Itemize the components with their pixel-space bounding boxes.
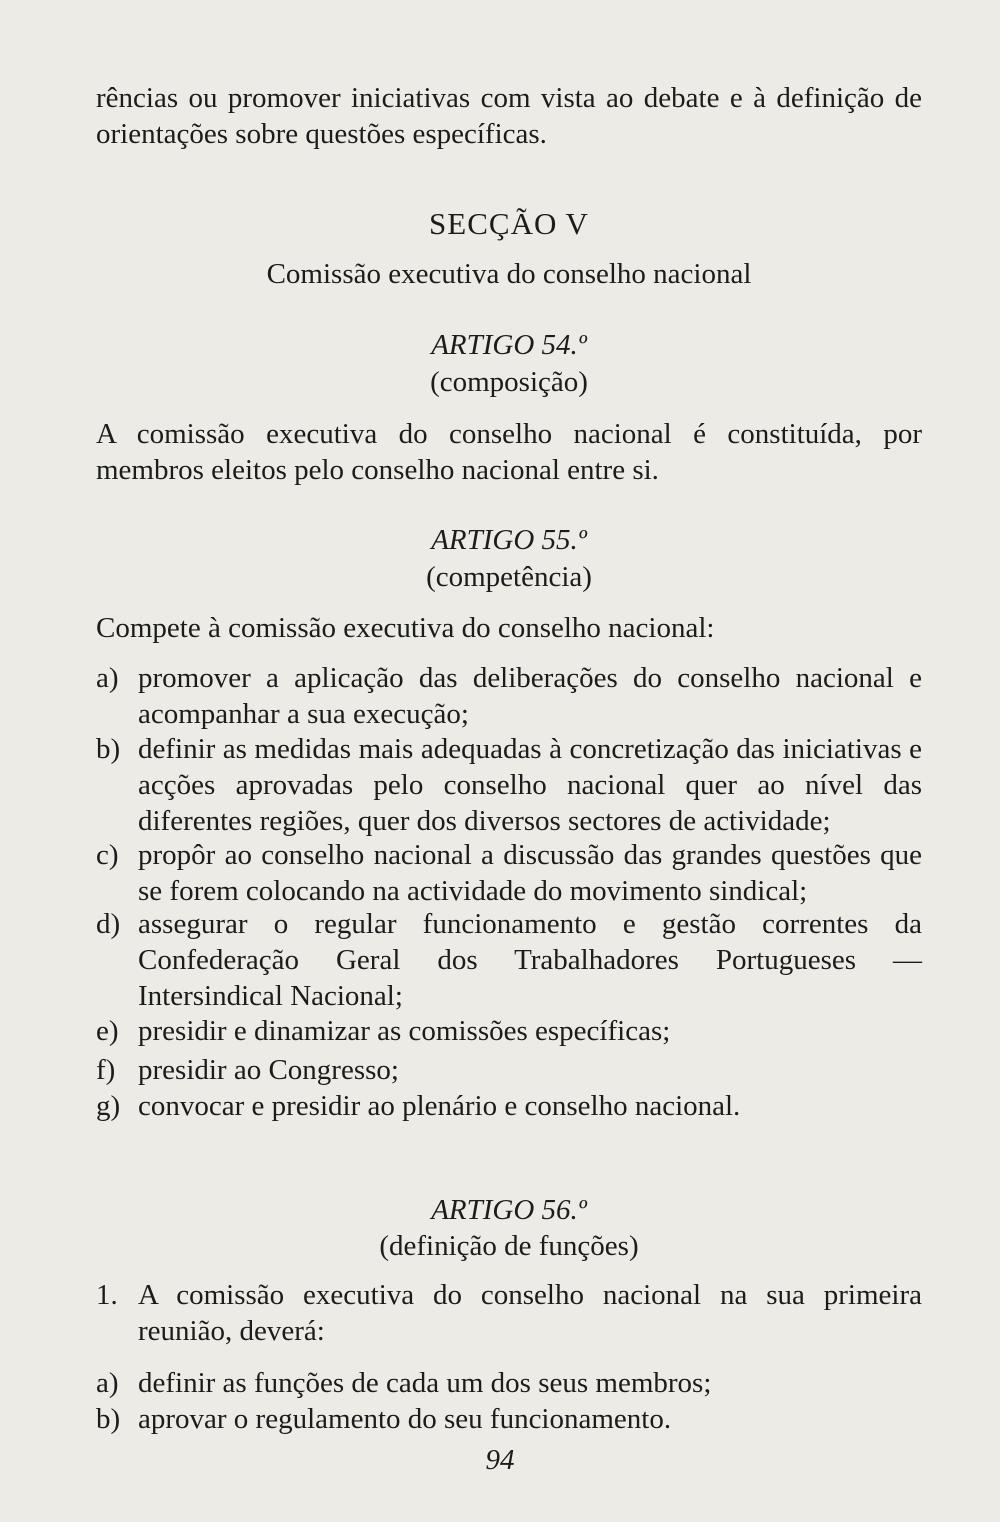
list-item bbox=[96, 1088, 922, 1124]
numbered-point-text: A comissão executiva do conselho nacional na sua primeira reunião, deverá: bbox=[138, 1279, 922, 1347]
list-item bbox=[96, 1401, 922, 1437]
list-item-text: definir as medidas mais adequadas à concretização das iniciativas e acções aprovadas pelo conselho nacional quer ao nível das diferentes regiões, quer dos diversos sectores de actividade; bbox=[138, 733, 922, 837]
list-item bbox=[96, 1052, 922, 1088]
list-item-label: g) bbox=[96, 1090, 121, 1122]
list-item bbox=[96, 837, 922, 909]
list-item-text: propôr ao conselho nacional a discussão das grandes questões que se forem colocando na actividade do movimento sindical; bbox=[138, 839, 922, 907]
intro-paragraph: rências ou promover iniciativas com vista ao debate e à definição de orientações sobre questões específicas. bbox=[96, 82, 922, 150]
article-54-number: ARTIGO 54.º bbox=[431, 329, 587, 361]
list-item-text: presidir e dinamizar as comissões específicas; bbox=[138, 1015, 671, 1047]
list-item bbox=[96, 1013, 922, 1049]
section-title: SECÇÃO V bbox=[429, 206, 589, 241]
article-55-lead: Compete à comissão executiva do conselho nacional: bbox=[96, 612, 715, 644]
list-item-label: f) bbox=[96, 1054, 116, 1086]
list-item-text: aprovar o regulamento do seu funcionamento. bbox=[138, 1403, 672, 1435]
article-54-text: A comissão executiva do conselho nacional é constituída, por membros eleitos pelo conselho nacional entre si. bbox=[96, 418, 922, 486]
list-item-label: d) bbox=[96, 908, 121, 940]
list-item-text: assegurar o regular funcionamento e gestão correntes da Confederação Geral dos Trabalhadores Portugueses — Intersindical Nacional; bbox=[138, 908, 922, 1012]
list-item-text: definir as funções de cada um dos seus membros; bbox=[138, 1367, 712, 1399]
list-item bbox=[96, 906, 922, 1014]
list-item-text: promover a aplicação das deliberações do conselho nacional e acompanhar a sua execução; bbox=[138, 662, 922, 730]
page-number: 94 bbox=[485, 1444, 515, 1476]
section-subtitle: Comissão executiva do conselho nacional bbox=[266, 258, 752, 290]
article-56-caption: (definição de funções) bbox=[379, 1230, 639, 1262]
article-56-number: ARTIGO 56.º bbox=[431, 1194, 587, 1226]
list-item-text: convocar e presidir ao plenário e conselho nacional. bbox=[138, 1090, 741, 1122]
list-item-text: presidir ao Congresso; bbox=[138, 1054, 399, 1086]
article-55-caption: (competência) bbox=[426, 561, 592, 593]
list-item-label: b) bbox=[96, 733, 121, 765]
list-item-label: c) bbox=[96, 839, 119, 871]
article-54-caption: (composição) bbox=[430, 366, 588, 398]
list-item-label: b) bbox=[96, 1403, 121, 1435]
list-item bbox=[96, 731, 922, 839]
article-55-number: ARTIGO 55.º bbox=[431, 524, 587, 556]
list-item bbox=[96, 660, 922, 732]
list-item-label: a) bbox=[96, 662, 119, 694]
list-item-label: a) bbox=[96, 1367, 119, 1399]
list-item-label: e) bbox=[96, 1015, 119, 1047]
numbered-point-label: 1. bbox=[96, 1279, 118, 1311]
numbered-point bbox=[96, 1277, 922, 1349]
list-item bbox=[96, 1365, 922, 1401]
